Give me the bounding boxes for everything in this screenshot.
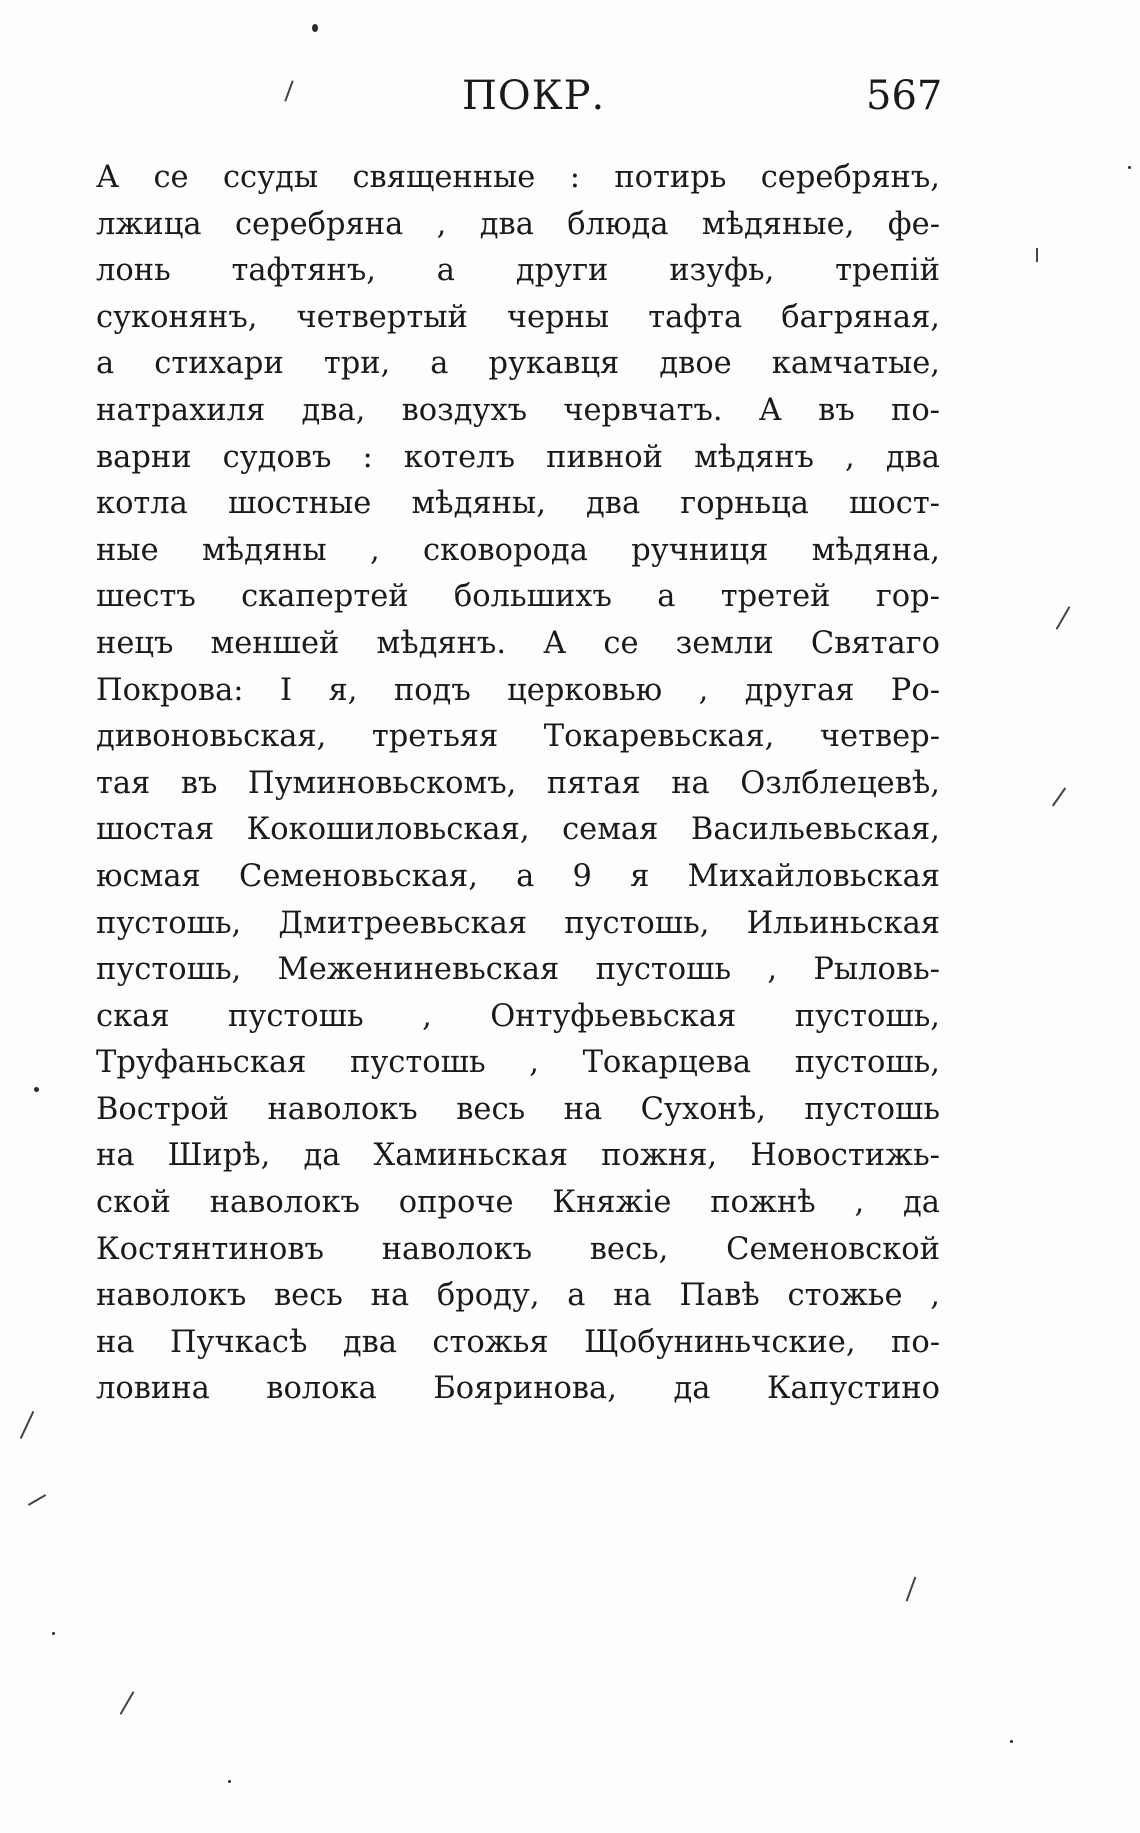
text-line: Покрова: I я, подъ церковью , другая Ро- — [96, 672, 940, 708]
running-title: ПОКР. — [462, 73, 606, 119]
print-speck — [34, 1087, 39, 1092]
print-speck — [20, 1411, 34, 1439]
text-line: А се ссуды священные : потирь серебрянъ, — [96, 160, 940, 195]
text-line: ные мѣдяны , сковорода ручниця мѣдяна, — [96, 532, 940, 568]
text-line: Труфаньская пустошь , Токарцева пустошь, — [96, 1045, 940, 1081]
print-speck — [906, 1576, 917, 1601]
text-line: на Ширѣ, да Хаминьская пожня, Новостижь- — [96, 1138, 940, 1174]
text-line: Вострой наволокъ весь на Сухонѣ, пустошь — [96, 1091, 940, 1127]
text-line: ская пустошь , Онтуфьевьская пустошь, — [96, 998, 940, 1034]
body-text — [96, 155, 940, 1413]
print-speck — [1036, 248, 1038, 262]
text-line: наволокъ весь на броду, а на Павѣ стожье , — [96, 1278, 940, 1314]
print-speck — [52, 1632, 55, 1635]
text-line: ловина волока Бояринова, да Капустино — [96, 1371, 940, 1407]
print-speck — [312, 24, 318, 32]
print-speck — [1052, 787, 1066, 806]
text-line: тая въ Пуминовьскомъ, пятая на Озлблецевѣ, — [96, 765, 940, 801]
print-speck — [1056, 606, 1071, 630]
text-line: юсмая Семеновьская, а 9 я Михайловьская — [96, 858, 940, 894]
text-line: шостая Кокошиловьская, семая Васильевьская, — [96, 812, 940, 848]
text-line: натрахиля два, воздухъ червчатъ. А въ по- — [96, 392, 940, 428]
text-line: ской наволокъ опроче Княжіе пожнѣ , да — [96, 1185, 940, 1221]
print-speck — [1010, 1740, 1013, 1743]
text-line: на Пучкасѣ два стожья Щобуниньчские, по- — [96, 1324, 940, 1360]
text-line: а стихари три, а рукавця двое камчатые, — [96, 346, 940, 382]
text-line: котла шостные мѣдяны, два горньца шост- — [96, 486, 940, 522]
page-number: 567 — [866, 73, 943, 119]
text-line: пустошь, Дмитреевьская пустошь, Ильиньская — [96, 905, 940, 941]
text-line: пустошь, Межениневьская пустошь , Рыловь- — [96, 952, 940, 988]
text-line: лонь тафтянъ, а други изуфь, трепій — [96, 253, 940, 289]
text-line: нецъ меншей мѣдянъ. А се земли Святаго — [96, 625, 940, 661]
text-line: шестъ скапертей большихъ а третей гор- — [96, 579, 940, 615]
print-speck — [120, 1691, 135, 1715]
text-line: варни судовъ : котелъ пивной мѣдянъ , два — [96, 439, 940, 475]
running-head — [0, 66, 1140, 126]
print-speck — [228, 1780, 231, 1783]
text-line: лжица серебряна , два блюда мѣдяные, фе- — [96, 206, 940, 242]
print-speck — [28, 1494, 46, 1506]
text-line: дивоновьская, третьяя Токаревьская, четвер- — [96, 719, 940, 755]
text-line: Костянтиновъ наволокъ весь, Семеновской — [96, 1231, 940, 1267]
print-speck — [1128, 166, 1131, 169]
text-line: суконянъ, четвертый черны тафта багряная, — [96, 299, 940, 335]
